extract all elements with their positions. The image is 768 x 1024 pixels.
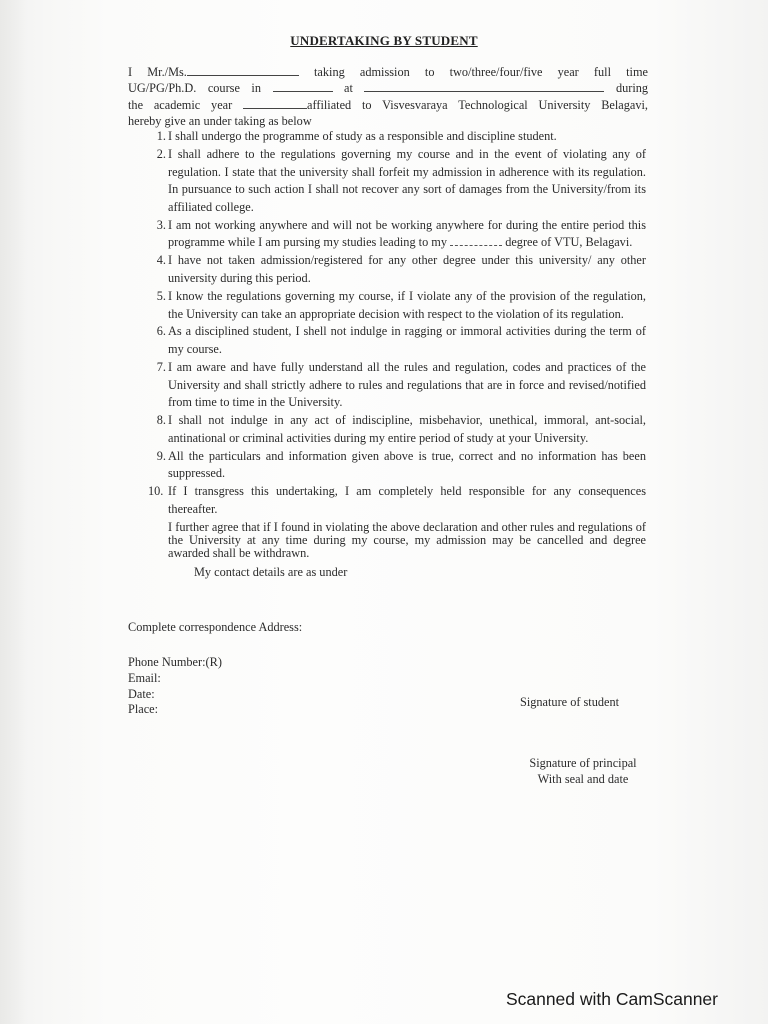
list-item <box>128 217 646 252</box>
college-blank <box>364 80 604 92</box>
phone-label: Phone Number:(R) <box>128 655 222 669</box>
list-item <box>128 412 646 447</box>
further-agreement-paragraph: I further agree that if I found in violating the above declaration and other rules and regulations of the University at any time during my course, my admission may be cancelled and degree awarded shall be withdrawn. <box>168 519 646 560</box>
item-number: 10. <box>148 484 164 499</box>
camscanner-watermark: Scanned with CamScanner <box>505 989 718 1009</box>
item-text: I have not taken admission/registered for any other degree under this university/ any other university during this period. <box>168 253 646 285</box>
item-number: 7. <box>156 360 166 375</box>
item-text-cont: degree of VTU, Belagavi. <box>505 235 633 250</box>
item-text: I know the regulations governing my course, if I violate any of the provision of the regulation, the University can take an appropriate decision with respect to the violation of its regulation. <box>168 288 646 321</box>
degree-blank <box>450 234 502 246</box>
item-text: As a disciplined student, I shell not indulge in ragging or immoral activities during the term of my course. <box>168 324 646 357</box>
intro-during-label: during <box>615 81 649 96</box>
intro-affiliated-text: affiliated to Visvesvaraya Technological University Belagavi, <box>307 97 648 112</box>
item-text: I shall undergo the programme of study as a responsible and discipline student. <box>168 129 557 143</box>
principal-signature-label: Signature of principal <box>529 756 637 770</box>
student-signature-label: Signature of student <box>520 695 620 709</box>
item-text: I shall adhere to the regulations governing my course and in the event of violating any of regulation. I state that the university shall forfeit my admission in adherence with its regulation. In pursuance to such action I shall not recover any sort of damages from the University/from its affiliated college. <box>168 146 646 214</box>
email-label: Email: <box>128 670 161 685</box>
item-text: I shall not indulge in any act of indiscipline, misbehavior, unethical, immoral, ant-social, antinational or criminal activities during my entire period of study at your University. <box>168 413 646 445</box>
intro-line-4: hereby give an under taking as below <box>128 114 312 129</box>
intro-paragraph <box>128 64 648 130</box>
intro-year-label: the academic year <box>128 97 233 112</box>
course-blank <box>273 80 333 92</box>
list-item <box>128 288 646 323</box>
document-title: UNDERTAKING BY STUDENT <box>290 33 478 48</box>
item-number: 8. <box>156 413 166 428</box>
item-text: All the particulars and information given above is true, correct and no information has been suppressed. <box>168 448 646 481</box>
principal-seal-label: With seal and date <box>537 771 629 786</box>
list-item <box>128 128 646 146</box>
list-item <box>128 252 646 287</box>
item-text: I am aware and have fully understand all the rules and regulation, codes and practices of the University and shall strictly adhere to rules and regulations that are in force and revised/notified from time to time in the University. <box>168 360 646 410</box>
intro-line-2 <box>128 80 648 96</box>
list-item <box>128 448 646 483</box>
item-number: 4. <box>156 253 166 268</box>
intro-name-label: I Mr./Ms. <box>128 65 187 79</box>
item-number: 6. <box>156 324 166 339</box>
list-item <box>128 483 646 518</box>
intro-course-label: UG/PG/Ph.D. course in <box>128 81 261 96</box>
place-label: Place: <box>128 702 159 717</box>
page-edge-shadow <box>0 0 26 1024</box>
item-text: I am not working anywhere and will not be working anywhere for during the entire period this programme while I am pursing my studies leading to my <box>168 217 646 250</box>
item-number: 3. <box>156 217 166 232</box>
list-item <box>128 359 646 412</box>
list-item <box>128 323 646 358</box>
intro-at-label: at <box>344 81 353 96</box>
address-label: Complete correspondence Address: <box>128 620 303 634</box>
intro-line-3 <box>128 97 648 113</box>
item-text: If I transgress this undertaking, I am completely held responsible for any consequences thereafter. <box>168 484 646 516</box>
contact-details-line: My contact details are as under <box>194 565 348 580</box>
item-number: 2. <box>156 146 166 161</box>
principal-signature-block <box>520 756 646 787</box>
item-number: 9. <box>156 448 166 463</box>
undertaking-list <box>128 128 646 581</box>
name-blank <box>187 64 299 76</box>
item-number: 1. <box>156 129 166 143</box>
list-item <box>128 146 646 216</box>
intro-admission-text: taking admission to two/three/four/five year full time <box>314 65 648 79</box>
item-number: 5. <box>156 288 166 303</box>
intro-line-1 <box>128 64 648 80</box>
date-label: Date: <box>128 686 155 701</box>
contact-fields <box>128 655 222 718</box>
year-blank <box>243 97 307 109</box>
